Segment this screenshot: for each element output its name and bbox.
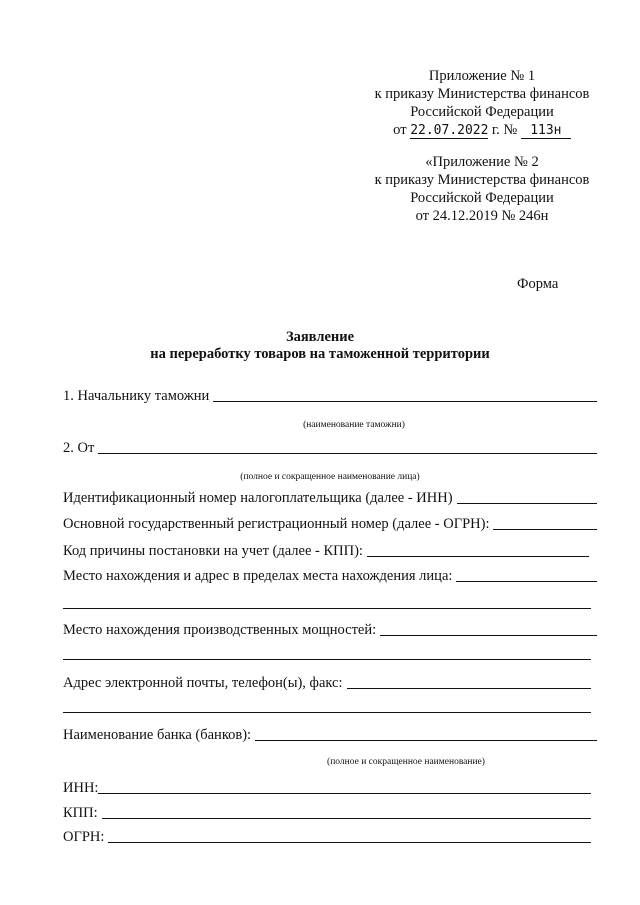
- from-row: [63, 440, 597, 457]
- contacts-field-continued[interactable]: [63, 712, 591, 713]
- location-label: Место нахождения и адрес в пределах места нахождения лица:: [63, 568, 453, 584]
- bank-label: Наименование банка (банков):: [63, 727, 252, 743]
- inn-row: [63, 490, 597, 507]
- bank-ogrn-row: [63, 829, 591, 846]
- applicant-name-field[interactable]: [98, 452, 597, 454]
- bank-ogrn-label: ОГРН:: [63, 829, 105, 845]
- number-prefix: г. №: [491, 122, 518, 138]
- kpp-label: Код причины постановки на учет (далее - КПП):: [63, 543, 363, 559]
- production-field-continued[interactable]: [63, 659, 591, 660]
- production-field[interactable]: [380, 634, 597, 636]
- from-caption: (полное и сокращенное наименование лица): [240, 472, 420, 482]
- bank-kpp-row: [63, 805, 591, 822]
- bank-name-field[interactable]: [255, 739, 597, 741]
- bank-caption: (полное и сокращенное наименование): [327, 757, 485, 767]
- appendix-1-header: [362, 67, 602, 139]
- customs-name-field[interactable]: [213, 400, 597, 402]
- production-row: [63, 622, 597, 639]
- contacts-label: Адрес электронной почты, телефон(ы), факс:: [63, 675, 343, 691]
- inn-field[interactable]: [457, 502, 597, 504]
- location-field-continued[interactable]: [63, 608, 591, 609]
- appendix-1-title: Приложение № 1: [428, 68, 536, 84]
- from-label: 2. От: [63, 440, 95, 456]
- appendix-2-header: [362, 153, 602, 225]
- bank-inn-row: [63, 780, 591, 797]
- bank-inn-label: ИНН:: [63, 780, 99, 796]
- kpp-field[interactable]: [367, 555, 589, 557]
- ogrn-field[interactable]: [493, 528, 597, 530]
- appendix-1-federation: Российской Федерации: [410, 104, 554, 120]
- bank-kpp-field[interactable]: [102, 817, 591, 819]
- appendix-1-order: к приказу Министерства финансов: [374, 86, 590, 102]
- form-label: Форма: [517, 276, 559, 292]
- bank-ogrn-field[interactable]: [108, 841, 591, 843]
- appendix-1-date-line: [362, 121, 602, 139]
- document-title: Заявление: [285, 329, 355, 345]
- appendix-2-title: «Приложение № 2: [425, 154, 539, 170]
- appendix-2-federation: Российской Федерации: [410, 190, 554, 206]
- customs-caption: (наименование таможни): [303, 420, 405, 430]
- document-subtitle: на переработку товаров на таможенной территории: [150, 346, 490, 362]
- location-row: [63, 568, 597, 585]
- order-date-field[interactable]: 22.07.2022: [410, 123, 489, 138]
- ogrn-row: [63, 516, 597, 533]
- appendix-2-date: от 24.12.2019 № 246н: [415, 208, 549, 224]
- location-field[interactable]: [456, 580, 597, 582]
- appendix-2-order: к приказу Министерства финансов: [374, 172, 590, 188]
- order-number-field[interactable]: 113н: [521, 123, 571, 139]
- contacts-row: [63, 675, 591, 692]
- bank-row: [63, 727, 597, 744]
- kpp-row: [63, 543, 589, 560]
- contacts-field[interactable]: [347, 687, 591, 689]
- bank-inn-field[interactable]: [98, 792, 591, 794]
- customs-head-row: [63, 388, 597, 405]
- customs-head-label: 1. Начальнику таможни: [63, 388, 210, 404]
- ogrn-label: Основной государственный регистрационный номер (далее - ОГРН):: [63, 516, 490, 532]
- inn-label: Идентификационный номер налогоплательщика (далее - ИНН): [63, 490, 453, 506]
- bank-kpp-label: КПП:: [63, 805, 98, 821]
- date-prefix: от: [393, 122, 407, 138]
- production-label: Место нахождения производственных мощностей:: [63, 622, 377, 638]
